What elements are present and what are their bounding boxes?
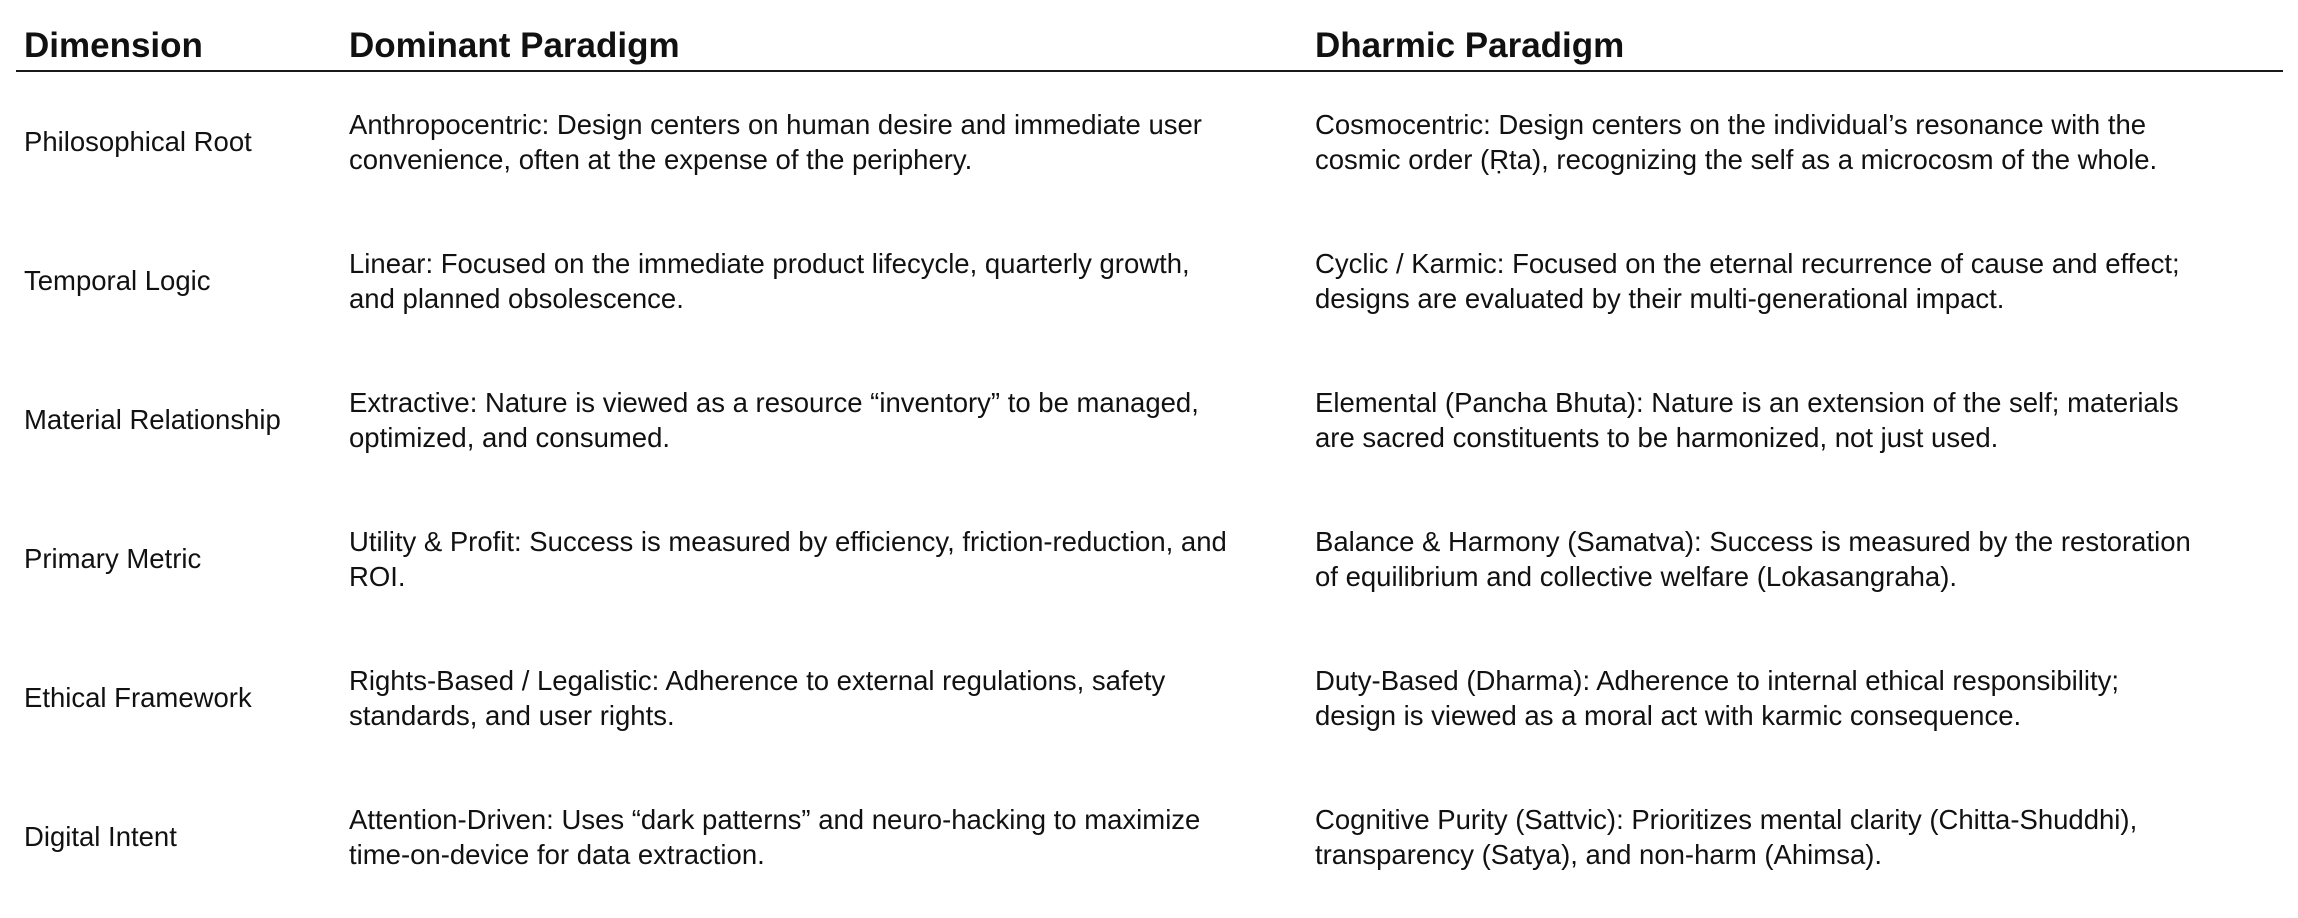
table-header-row (16, 22, 2283, 72)
dominant-cell: Rights-Based / Legalistic: Adherence to external regulations, safety standards, and user rights. (349, 664, 1166, 731)
dharmic-cell: Cognitive Purity (Sattvic): Prioritizes mental clarity (Chitta-Shuddhi), transparency (Satya), and non-harm (Ahimsa). (1315, 803, 2138, 870)
table-row (16, 72, 2283, 211)
header-dominant-paradigm: Dominant Paradigm (349, 26, 680, 65)
table-row (16, 489, 2283, 628)
dharmic-cell: Cosmocentric: Design centers on the individual’s resonance with the cosmic order (Ṛta), recognizing the self as a microcosm of the whole. (1315, 108, 2158, 175)
table-row (16, 767, 2283, 906)
dharmic-cell: Duty-Based (Dharma): Adherence to internal ethical responsibility; design is viewed as a moral act with karmic consequence. (1315, 664, 2119, 731)
header-dharmic-paradigm: Dharmic Paradigm (1315, 26, 1625, 65)
header-dimension: Dimension (24, 26, 203, 65)
dharmic-cell: Elemental (Pancha Bhuta): Nature is an extension of the self; materials are sacred constituents to be harmonized, not just used. (1315, 386, 2179, 453)
table-row (16, 211, 2283, 350)
dimension-cell: Ethical Framework (24, 682, 252, 713)
dominant-cell: Anthropocentric: Design centers on human desire and immediate user convenience, often at the expense of the periphery. (349, 108, 1202, 175)
dimension-cell: Primary Metric (24, 543, 202, 574)
table-row (16, 350, 2283, 489)
dharmic-cell: Balance & Harmony (Samatva): Success is measured by the restoration of equilibrium and collective welfare (Lokasangraha). (1315, 525, 2191, 592)
dominant-cell: Utility & Profit: Success is measured by efficiency, friction-reduction, and ROI. (349, 525, 1227, 592)
dimension-cell: Philosophical Root (24, 126, 252, 157)
dominant-cell: Extractive: Nature is viewed as a resource “inventory” to be managed, optimized, and consumed. (349, 386, 1199, 453)
dimension-cell: Temporal Logic (24, 265, 211, 296)
dominant-cell: Linear: Focused on the immediate product lifecycle, quarterly growth, and planned obsolescence. (349, 247, 1190, 314)
dominant-cell: Attention-Driven: Uses “dark patterns” and neuro-hacking to maximize time-on-device for data extraction. (349, 803, 1201, 870)
dimension-cell: Digital Intent (24, 821, 177, 852)
dharmic-cell: Cyclic / Karmic: Focused on the eternal recurrence of cause and effect; designs are evaluated by their multi-generational impact. (1315, 247, 2180, 314)
table-row (16, 628, 2283, 767)
dimension-cell: Material Relationship (24, 404, 281, 435)
comparison-table (16, 22, 2283, 906)
